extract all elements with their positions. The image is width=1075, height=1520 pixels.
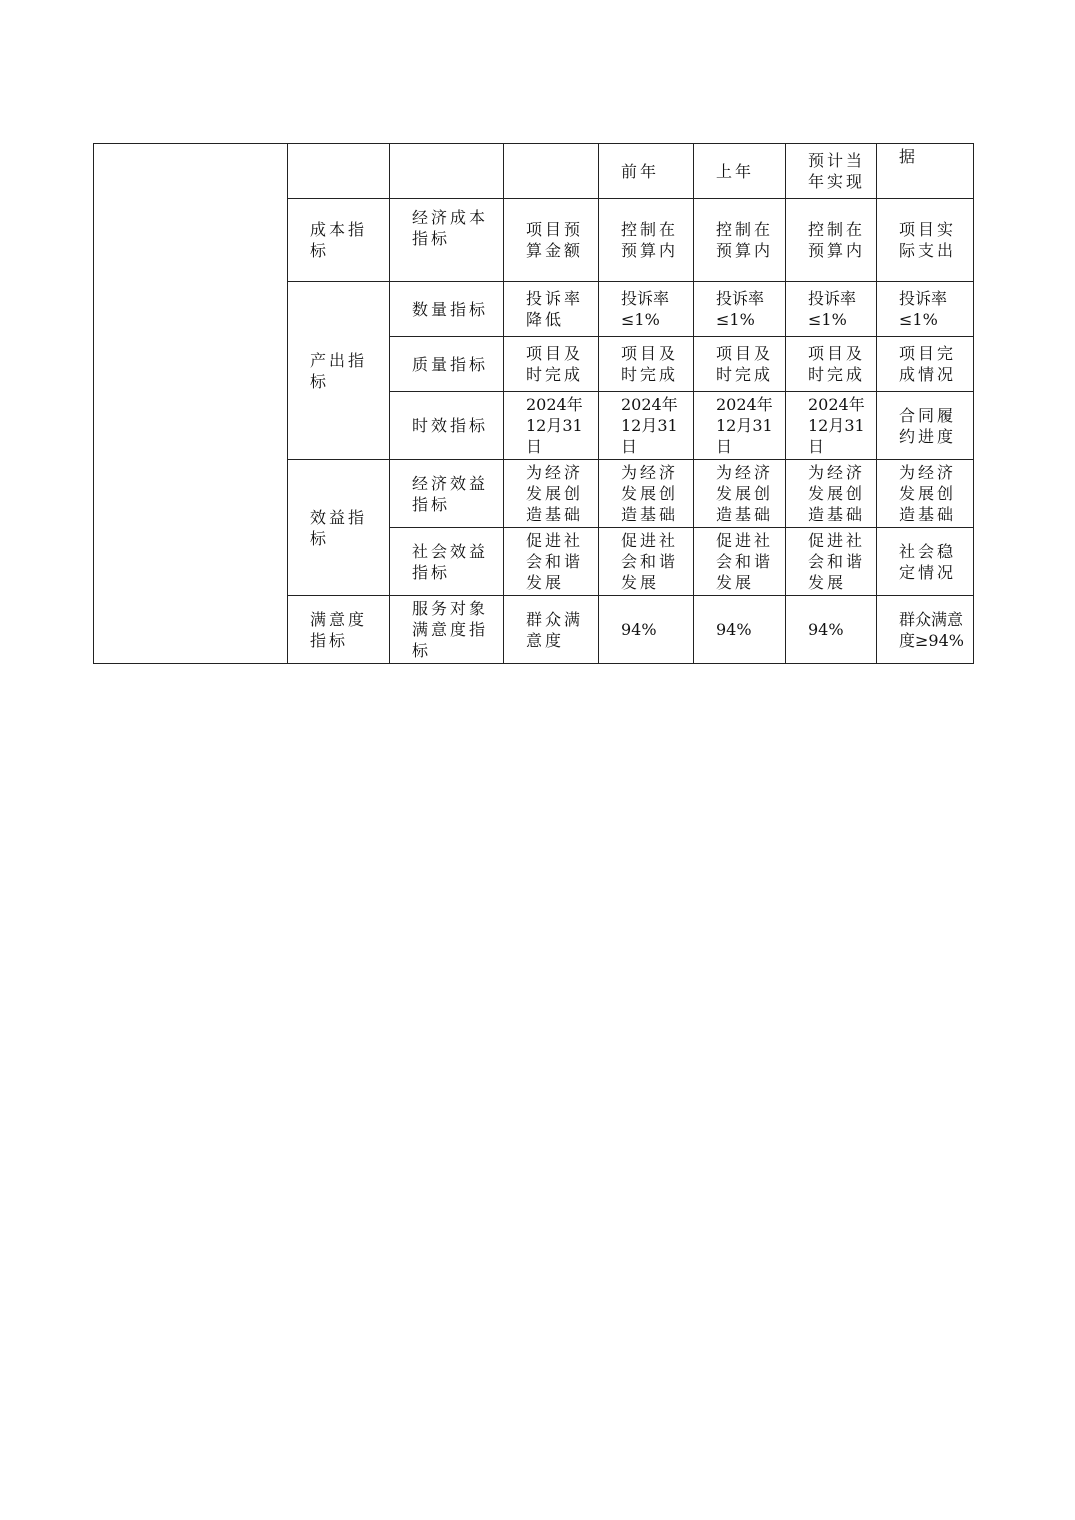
value-cell: 为经济发展创造基础 <box>694 460 786 528</box>
value-cell: 2024年12月31日 <box>599 392 694 460</box>
basis-cell: 社会稳定情况 <box>877 528 974 596</box>
left-spanning-cell <box>94 144 288 664</box>
sub-indicator-cell: 数量指标 <box>390 282 504 337</box>
content-cell: 为经济发展创造基础 <box>504 460 599 528</box>
basis-cell: 项目实际支出 <box>877 199 974 282</box>
value-cell: 为经济发展创造基础 <box>599 460 694 528</box>
basis-cell: 为经济发展创造基础 <box>877 460 974 528</box>
basis-cell: 项目完成情况 <box>877 337 974 392</box>
table-header-row <box>94 144 974 199</box>
header-expected-current: 预计当年实现 <box>786 144 877 199</box>
header-blank-cell <box>390 144 504 199</box>
value-cell: 投诉率≤1% <box>786 282 877 337</box>
header-prev-prev-year: 前年 <box>599 144 694 199</box>
sub-indicator-cell: 经济效益指标 <box>390 460 504 528</box>
value-cell: 促进社会和谐发展 <box>786 528 877 596</box>
value-cell: 投诉率≤1% <box>599 282 694 337</box>
category-cell: 成本指标 <box>288 199 390 282</box>
content-cell: 项目及时完成 <box>504 337 599 392</box>
value-cell: 94% <box>599 596 694 664</box>
value-cell: 94% <box>694 596 786 664</box>
content-cell: 投诉率降低 <box>504 282 599 337</box>
sub-indicator-cell: 质量指标 <box>390 337 504 392</box>
header-blank-cell <box>288 144 390 199</box>
sub-indicator-cell: 时效指标 <box>390 392 504 460</box>
value-cell: 促进社会和谐发展 <box>599 528 694 596</box>
value-cell: 项目及时完成 <box>599 337 694 392</box>
content-cell: 促进社会和谐发展 <box>504 528 599 596</box>
header-last-year: 上年 <box>694 144 786 199</box>
value-cell: 项目及时完成 <box>694 337 786 392</box>
content-cell: 2024年12月31日 <box>504 392 599 460</box>
value-cell: 控制在预算内 <box>599 199 694 282</box>
value-cell: 项目及时完成 <box>786 337 877 392</box>
category-cell: 效益指标 <box>288 460 390 596</box>
value-cell: 控制在预算内 <box>694 199 786 282</box>
sub-indicator-cell: 社会效益指标 <box>390 528 504 596</box>
sub-indicator-cell: 经济成本指标 <box>390 199 504 282</box>
basis-cell: 合同履约进度 <box>877 392 974 460</box>
header-blank-cell <box>504 144 599 199</box>
value-cell: 投诉率≤1% <box>694 282 786 337</box>
performance-indicator-table <box>93 143 974 664</box>
basis-cell: 群众满意度≥94% <box>877 596 974 664</box>
value-cell: 控制在预算内 <box>786 199 877 282</box>
value-cell: 为经济发展创造基础 <box>786 460 877 528</box>
sub-indicator-cell: 服务对象满意度指标 <box>390 596 504 664</box>
header-basis: 据 <box>877 144 974 199</box>
value-cell: 促进社会和谐发展 <box>694 528 786 596</box>
value-cell: 94% <box>786 596 877 664</box>
category-cell: 产出指标 <box>288 282 390 460</box>
content-cell: 项目预算金额 <box>504 199 599 282</box>
content-cell: 群众满意度 <box>504 596 599 664</box>
value-cell: 2024年12月31日 <box>786 392 877 460</box>
basis-cell: 投诉率≤1% <box>877 282 974 337</box>
category-cell: 满意度指标 <box>288 596 390 664</box>
value-cell: 2024年12月31日 <box>694 392 786 460</box>
